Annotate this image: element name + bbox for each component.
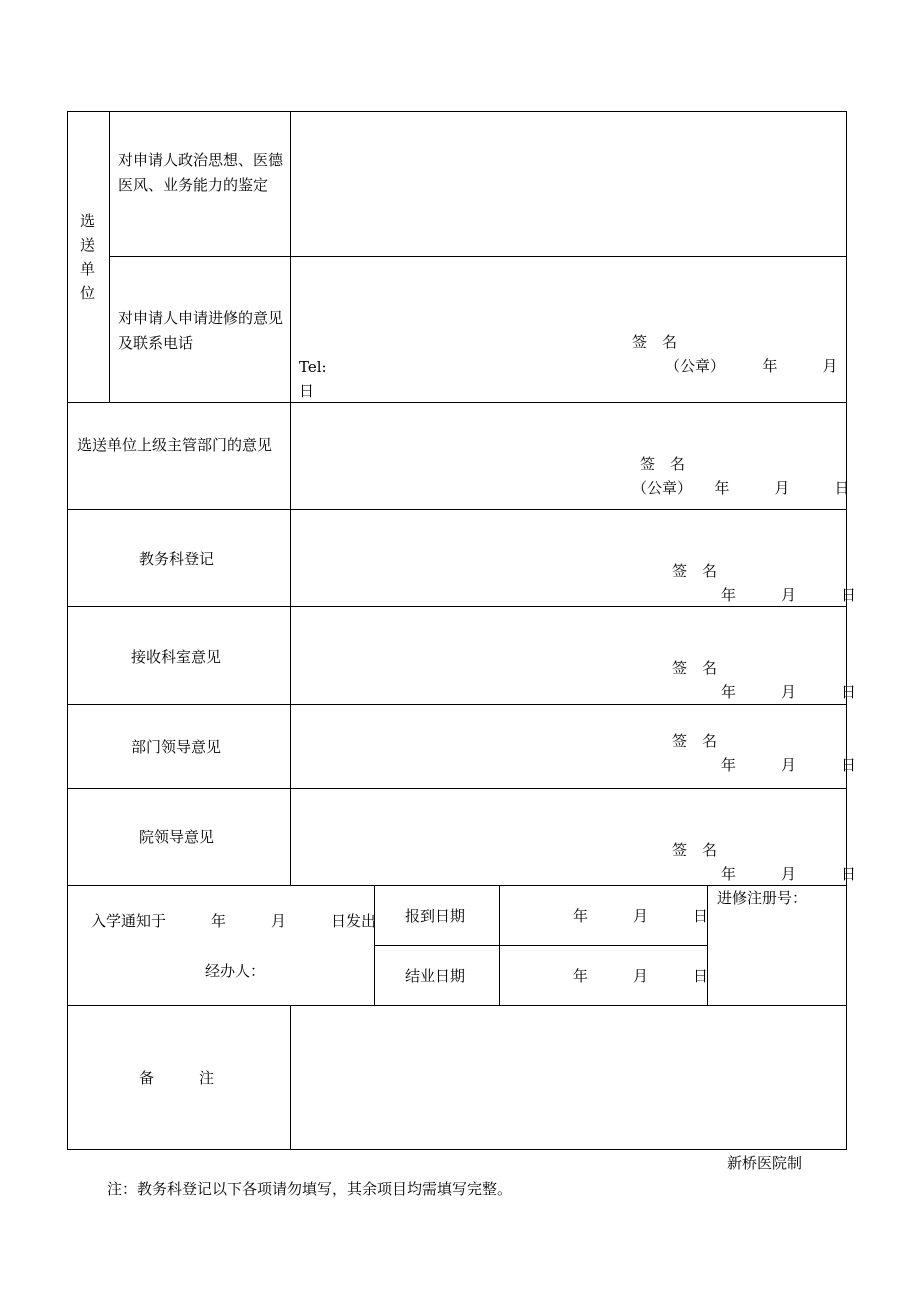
dept-leader-label: 部门领导意见 — [131, 738, 222, 756]
remarks-label: 备 注 — [139, 1069, 215, 1087]
completion-date-label: 结业日期 — [405, 967, 466, 985]
appraisal-field[interactable] — [291, 112, 846, 256]
handler-label: 经办人： — [205, 962, 266, 980]
academic-registration-sign-label: 签 名 — [672, 562, 718, 580]
dept-leader-sign-label: 签 名 — [672, 732, 718, 750]
receiving-dept-sign-label: 签 名 — [672, 659, 718, 677]
appraisal-label: 对申请人政治思想、医德医风、业务能力的鉴定 — [118, 151, 284, 194]
remarks-field[interactable] — [291, 1006, 846, 1149]
supervisor-seal-date: （公章） 年 月 日 — [632, 479, 850, 497]
supervisor-sign-label: 签 名 — [640, 455, 686, 473]
receiving-dept-label: 接收科室意见 — [131, 648, 222, 666]
sending-unit-label-char: 位 — [80, 284, 96, 302]
column-divider — [374, 885, 375, 1006]
registration-number-label: 进修注册号： — [717, 889, 808, 907]
footer-note: 注：教务科登记以下各项请勿填写，其余项目均需填写完整。 — [107, 1180, 513, 1198]
opinion-field[interactable] — [291, 257, 846, 402]
dept-leader-date: 年 月 日 — [721, 756, 857, 774]
hospital-leader-date: 年 月 日 — [721, 865, 857, 883]
sending-unit-label-char: 选 — [80, 212, 96, 230]
sending-unit-label-char: 单 — [80, 260, 96, 278]
sending-unit-day: 日 — [299, 382, 315, 400]
column-divider — [109, 111, 110, 402]
completion-date-value[interactable]: 年 月 日 — [573, 967, 709, 985]
table-border-left — [67, 111, 68, 1150]
report-date-label: 报到日期 — [405, 907, 466, 925]
sending-unit-sign-label: 签 名 — [632, 333, 678, 351]
table-border-bottom — [67, 1149, 847, 1150]
enrollment-notice-text: 入学通知于 年 月 日发出 — [91, 912, 377, 930]
row-divider — [374, 945, 707, 946]
academic-registration-label: 教务科登记 — [139, 550, 215, 568]
column-divider — [499, 885, 500, 1006]
hospital-leader-label: 院领导意见 — [139, 828, 215, 846]
supervisor-label: 选送单位上级主管部门的意见 — [77, 436, 273, 454]
table-border-right — [846, 111, 847, 1150]
hospital-leader-sign-label: 签 名 — [672, 841, 718, 859]
receiving-dept-date: 年 月 日 — [721, 683, 857, 701]
opinion-label: 对申请人申请进修的意见及联系电话 — [118, 309, 284, 352]
sending-unit-label-char: 送 — [80, 236, 96, 254]
tel-label: Tel: — [299, 358, 327, 376]
sending-unit-seal-date: （公章） 年 月 — [665, 357, 838, 375]
registration-number-field[interactable] — [708, 910, 846, 1005]
report-date-value[interactable]: 年 月 日 — [573, 907, 709, 925]
academic-registration-date: 年 月 日 — [721, 586, 857, 604]
form-maker: 新桥医院制 — [727, 1154, 803, 1172]
